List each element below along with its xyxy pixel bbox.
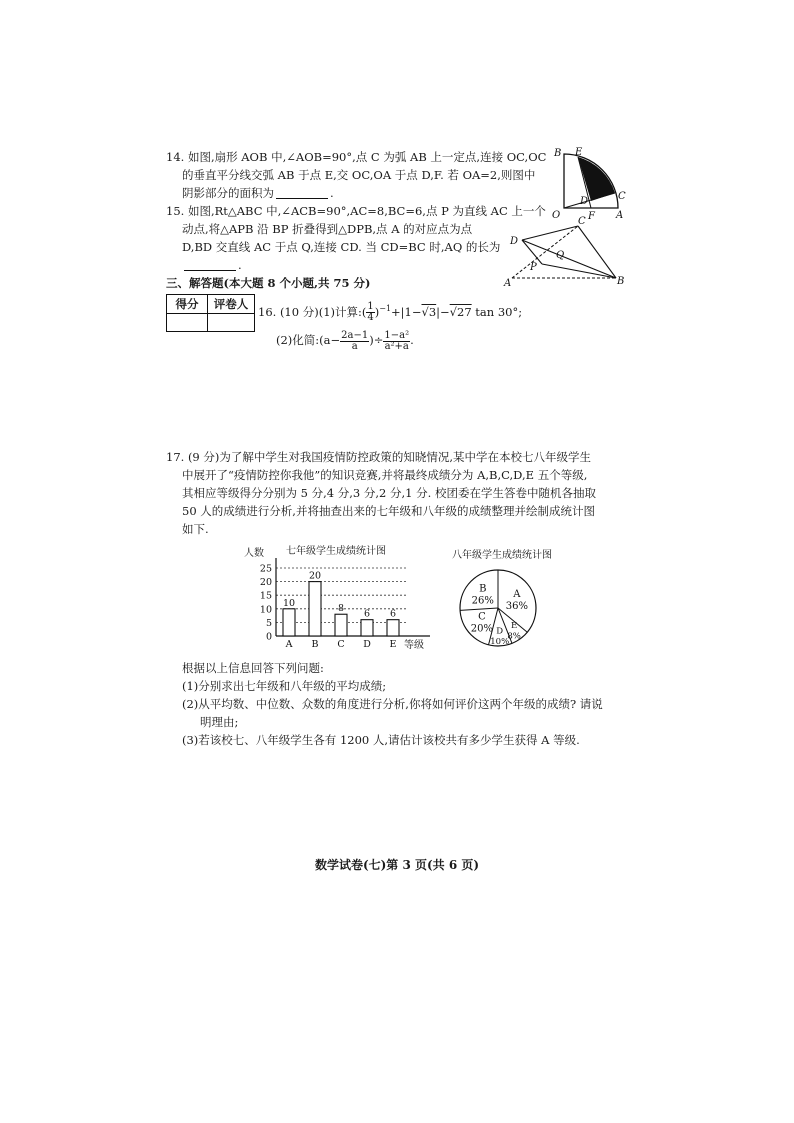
page-footer: 数学试卷(七)第 3 页(共 6 页) <box>314 858 480 872</box>
label-a: A <box>504 278 512 289</box>
frac-numerator: 1 <box>367 301 374 313</box>
grade8-pie-chart <box>452 544 564 652</box>
bar-c <box>335 614 347 636</box>
answer-blank-15 <box>184 258 236 271</box>
bar-value-label: 6 <box>389 608 397 620</box>
x-tick-label: B <box>311 639 319 650</box>
q17-sub-3: (3)若该校七、八年级学生各有 1200 人,请估计该校共有多少学生获得 A 等级. <box>182 733 580 747</box>
x-axis-label: 等级 <box>404 640 424 651</box>
label-b: B <box>554 148 562 159</box>
y-axis-label: 人数 <box>244 548 264 559</box>
q14-line-3-text: 阴影部分的面积为 <box>182 186 274 200</box>
pie-chart-title: 八年级学生成绩统计图 <box>452 550 552 561</box>
q15-triangle-figure <box>500 214 630 290</box>
answer-blank-14 <box>276 186 328 199</box>
q17-sub-2b: 明理由; <box>200 715 239 729</box>
q15-line-4 <box>182 257 242 273</box>
q14-line-2: 的垂直平分线交弧 AB 于点 E,交 OC,OA 于点 D,F. 若 OA=2,则图中 <box>182 168 536 182</box>
q17-line-3: 其相应等级得分分别为 5 分,4 分,3 分,2 分,1 分. 校团委在学生答卷中随机各抽取 <box>182 486 596 500</box>
score-header: 得分 <box>167 295 208 314</box>
x-tick-label: C <box>337 639 345 650</box>
x-tick-label: A <box>285 639 293 650</box>
grader-header: 评卷人 <box>208 295 255 314</box>
section-3-title: 三、解答题(本大题 8 个小题,共 75 分) <box>166 276 371 290</box>
label-q: Q <box>556 250 565 261</box>
y-tick-label: 0 <box>265 631 272 643</box>
q14-sector-figure <box>548 144 630 224</box>
fraction-one-quarter <box>366 302 374 323</box>
q16-part1-abs: +|1− <box>391 304 422 319</box>
q16-part-2 <box>276 328 414 352</box>
q17-line-2: 中展开了“疫情防控你我他”的知识竞赛,并将最终成绩分为 A,B,C,D,E 五个等级, <box>182 468 588 482</box>
q16-part1-text: 16. (10 分)(1)计算:( <box>258 304 367 319</box>
bar-d <box>361 620 373 636</box>
label-p: P <box>530 262 537 273</box>
pie-slice-value-a: 36% <box>505 601 529 613</box>
q17-line-4: 50 人的成绩进行分析,并将抽查出来的七年级和八年级的成绩整理并绘制成统计图 <box>182 504 595 518</box>
q17-sub-1: (1)分别求出七年级和八年级的平均成绩; <box>182 679 387 693</box>
pie-slice-value-b: 26% <box>471 595 494 607</box>
sqrt-3: √3 <box>421 304 437 319</box>
pie-slice-label-e: E <box>510 621 518 632</box>
frac1-denominator: a <box>351 340 358 352</box>
q17-line-5: 如下. <box>182 522 209 536</box>
q16-part2-divide: )÷ <box>369 333 384 347</box>
grade7-bar-chart <box>240 540 440 652</box>
label-e: E <box>575 147 583 158</box>
pie-slice-value-c: 20% <box>470 623 494 635</box>
pie-slice-value-d: 10% <box>490 636 510 647</box>
segment-dc <box>522 226 578 240</box>
y-tick-label: 10 <box>259 604 272 616</box>
q16-part1-end: tan 30°; <box>471 304 523 319</box>
bar-e <box>387 620 399 636</box>
y-tick-label: 5 <box>265 617 272 629</box>
fraction-2a-1-over-a <box>340 331 369 352</box>
y-tick-label: 15 <box>259 590 272 602</box>
pie-slice-label-c: C <box>478 611 486 623</box>
q15-line-1: 15. 如图,Rt△ABC 中,∠ACB=90°,AC=8,BC=6,点 P 为直线 AC 上一个 <box>166 204 546 218</box>
grader-cell[interactable] <box>208 314 255 332</box>
bar-b <box>309 582 321 636</box>
q15-line-4-end: . <box>238 258 242 272</box>
x-tick-label: E <box>389 639 397 650</box>
bar-chart-title: 七年级学生成绩统计图 <box>286 546 386 557</box>
bar-value-label: 10 <box>282 597 296 609</box>
q17-prompt: 根据以上信息回答下列问题: <box>182 661 324 675</box>
pie-slice-label-b: B <box>479 583 487 595</box>
q14-line-1: 14. 如图,扇形 AOB 中,∠AOB=90°,点 C 为弧 AB 上一定点,连接 OC,OC <box>166 150 547 164</box>
label-c: C <box>618 191 626 202</box>
bar-a <box>283 609 295 636</box>
label-o: O <box>552 210 561 221</box>
q16-part2-end: . <box>410 333 414 347</box>
q17-line-1: 17. (9 分)为了解中学生对我国疫情防控政策的知晓情况,某中学在本校七八年级学生 <box>166 450 592 464</box>
frac1-numerator: 2a−1 <box>341 329 369 341</box>
label-c: C <box>578 216 586 227</box>
pie-slice-label-d: D <box>496 626 504 637</box>
score-box <box>166 294 255 332</box>
frac-denominator: 4 <box>367 312 374 324</box>
frac2-numerator: 1−a² <box>384 329 410 341</box>
frac2-denominator: a²+a <box>384 340 409 352</box>
pie-slice-value-e: 8% <box>507 631 521 642</box>
q16-part-1 <box>258 298 522 323</box>
bar-value-label: 6 <box>363 608 371 620</box>
pie-slice-label-a: A <box>513 589 521 601</box>
q16-part2-text: (2)化简:(a− <box>276 333 341 347</box>
q15-line-2: 动点,将△APB 沿 BP 折叠得到△DPB,点 A 的对应点为点 <box>182 222 473 236</box>
label-a: A <box>616 210 624 221</box>
label-f: F <box>588 211 595 222</box>
x-tick-label: D <box>363 639 371 650</box>
q15-line-3: D,BD 交直线 AC 于点 Q,连接 CD. 当 CD=BC 时,AQ 的长为 <box>182 240 501 254</box>
label-b: B <box>617 276 625 287</box>
q14-line-3-end: . <box>330 186 334 200</box>
y-tick-label: 20 <box>259 577 272 589</box>
q16-part1-close: ) <box>374 304 380 319</box>
q14-line-3 <box>182 185 334 201</box>
bar-value-label: 20 <box>308 570 322 582</box>
segment-pb <box>542 264 616 278</box>
q17-sub-2a: (2)从平均数、中位数、众数的角度进行分析,你将如何评价这两个年级的成绩? 请说 <box>182 697 603 711</box>
label-d: D <box>580 196 589 207</box>
bar-value-label: 8 <box>337 603 345 615</box>
y-tick-label: 25 <box>259 563 272 575</box>
exponent: −1 <box>379 304 392 313</box>
score-cell[interactable] <box>167 314 208 332</box>
label-d: D <box>510 236 519 247</box>
fraction-1-a2-over-a2-a <box>383 331 410 352</box>
q16-part1-minus: |− <box>436 304 450 319</box>
sqrt-27: √27 <box>449 304 472 319</box>
